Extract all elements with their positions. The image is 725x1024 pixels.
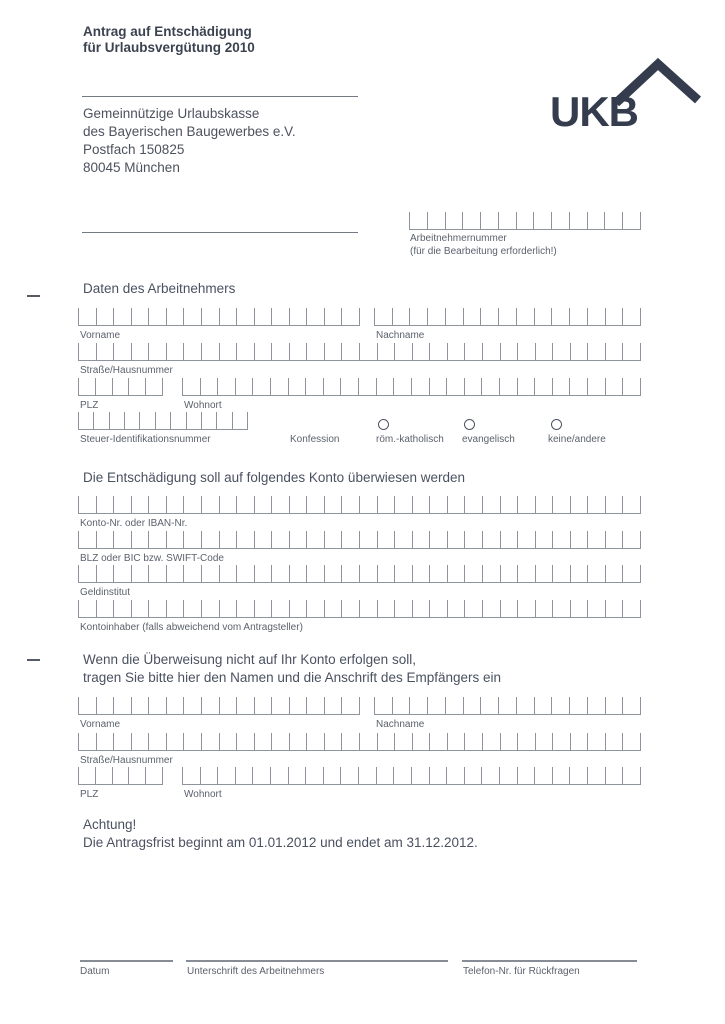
address-line-1: Gemeinnützige Urlaubskasse bbox=[83, 106, 260, 121]
payee-vorname-field[interactable] bbox=[78, 697, 360, 715]
bank-section-heading: Die Entschädigung soll auf folgendes Konto überwiesen werden bbox=[83, 470, 466, 485]
arbeitnehmernummer-label bbox=[410, 233, 557, 258]
payee-wohnort-field[interactable] bbox=[182, 767, 641, 785]
payee-strasse-field[interactable] bbox=[78, 733, 641, 751]
address-line-3: Postfach 150825 bbox=[83, 142, 185, 157]
blz-bic-field[interactable] bbox=[78, 531, 641, 549]
konto-iban-label: Konto-Nr. oder IBAN-Nr. bbox=[80, 518, 188, 529]
blz-bic-label: BLZ oder BIC bzw. SWIFT-Code bbox=[80, 553, 224, 564]
radio-keine-andere-label: keine/andere bbox=[548, 434, 606, 445]
employee-strasse-field[interactable] bbox=[78, 343, 641, 361]
form-title bbox=[83, 24, 255, 56]
datum-signature-line[interactable] bbox=[80, 960, 173, 962]
konfession-label: Konfession bbox=[290, 434, 340, 445]
payee-heading-line2: tragen Sie bitte hier den Namen und die Anschrift des Empfängers ein bbox=[83, 670, 501, 685]
form-title-line1: Antrag auf Entschädigung bbox=[83, 24, 252, 39]
radio-evangelisch-label: evangelisch bbox=[462, 434, 515, 445]
radio-roem-katholisch[interactable] bbox=[378, 419, 389, 430]
kontoinhaber-field[interactable] bbox=[78, 600, 641, 618]
address-line-4: 80045 München bbox=[83, 160, 180, 175]
employee-wohnort-label: Wohnort bbox=[184, 400, 222, 411]
employee-vorname-field[interactable] bbox=[78, 308, 360, 326]
employee-wohnort-field[interactable] bbox=[182, 378, 641, 396]
unterschrift-signature-line[interactable] bbox=[186, 960, 448, 962]
geldinstitut-field[interactable] bbox=[78, 565, 641, 583]
fold-mark-top bbox=[27, 295, 40, 297]
telefon-label: Telefon-Nr. für Rückfragen bbox=[463, 966, 580, 977]
deadline-notice-line2: Die Antragsfrist beginnt am 01.01.2012 und endet am 31.12.2012. bbox=[83, 835, 478, 850]
ukb-logo-text: UKB bbox=[550, 88, 638, 132]
steuer-id-label: Steuer-Identifikationsnummer bbox=[80, 434, 211, 445]
employee-section-heading: Daten des Arbeitnehmers bbox=[83, 281, 236, 296]
payee-nachname-label: Nachname bbox=[376, 719, 425, 730]
arbeitnehmernummer-field[interactable] bbox=[409, 212, 641, 230]
payee-vorname-label: Vorname bbox=[80, 719, 121, 730]
address-line-2: des Bayerischen Baugewerbes e.V. bbox=[83, 124, 296, 139]
form-title-line2: für Urlaubsvergütung 2010 bbox=[83, 40, 255, 55]
payee-wohnort-label: Wohnort bbox=[184, 789, 222, 800]
payee-strasse-label: Straße/Hausnummer bbox=[80, 755, 173, 766]
arbeitnehmernummer-label-line2: (für die Bearbeitung erforderlich!) bbox=[410, 245, 557, 257]
recipient-address bbox=[83, 105, 296, 177]
fold-mark-bottom bbox=[27, 659, 40, 661]
employee-strasse-label: Straße/Hausnummer bbox=[80, 365, 173, 376]
geldinstitut-label: Geldinstitut bbox=[80, 587, 131, 598]
konto-iban-field[interactable] bbox=[78, 496, 641, 514]
payee-plz-label: PLZ bbox=[80, 789, 99, 800]
arbeitnehmernummer-label-line1: Arbeitnehmernummer bbox=[410, 233, 507, 244]
datum-label: Datum bbox=[80, 966, 110, 977]
payee-heading-line1: Wenn die Überweisung nicht auf Ihr Konto erfolgen soll, bbox=[83, 652, 416, 667]
deadline-notice bbox=[83, 816, 478, 852]
address-top-rule bbox=[82, 96, 358, 97]
employee-nachname-field[interactable] bbox=[374, 308, 641, 326]
ukb-logo bbox=[548, 54, 703, 132]
unterschrift-label: Unterschrift des Arbeitnehmers bbox=[187, 966, 325, 977]
payee-section-heading bbox=[83, 651, 501, 687]
employee-plz-label: PLZ bbox=[80, 400, 99, 411]
sender-write-line[interactable] bbox=[82, 232, 358, 233]
employee-vorname-label: Vorname bbox=[80, 330, 121, 341]
kontoinhaber-label: Kontoinhaber (falls abweichend vom Antragsteller) bbox=[80, 622, 303, 633]
payee-plz-field[interactable] bbox=[78, 767, 163, 785]
radio-roem-katholisch-label: röm.-katholisch bbox=[376, 434, 444, 445]
telefon-signature-line[interactable] bbox=[462, 960, 637, 962]
payee-nachname-field[interactable] bbox=[374, 697, 641, 715]
radio-evangelisch[interactable] bbox=[464, 419, 475, 430]
employee-nachname-label: Nachname bbox=[376, 330, 425, 341]
radio-keine-andere[interactable] bbox=[551, 419, 562, 430]
employee-plz-field[interactable] bbox=[78, 378, 163, 396]
deadline-notice-line1: Achtung! bbox=[83, 817, 137, 832]
steuer-id-field[interactable] bbox=[78, 412, 248, 430]
